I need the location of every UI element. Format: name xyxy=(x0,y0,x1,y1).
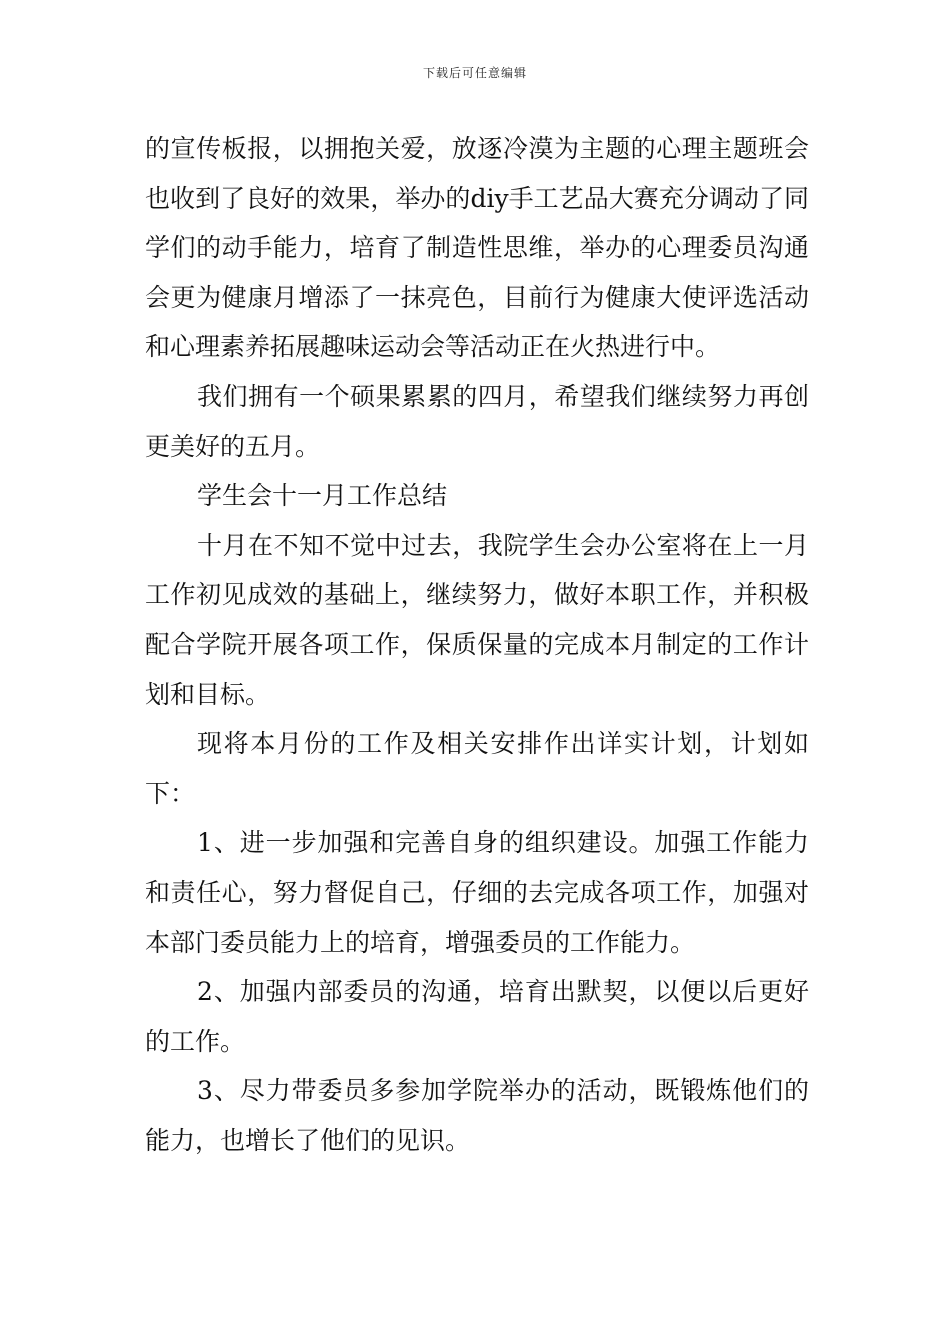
paragraph: 我们拥有一个硕果累累的四月，希望我们继续努力再创更美好的五月。 xyxy=(145,381,809,461)
list-item: 1、进一步加强和完善自身的组织建设。加强工作能力和责任心，努力督促自己，仔细的去完成各项工作，加强对本部门委员能力上的培育，增强委员的工作能力。 xyxy=(145,828,809,957)
list-item: 3、尽力带委员多参加学院举办的活动，既锻炼他们的能力，也增长了他们的见识。 xyxy=(145,1076,809,1155)
document-body xyxy=(145,124,809,1165)
paragraph: 现将本月份的工作及相关安排作出详实计划，计划如下： xyxy=(145,729,809,808)
page-header-note: 下载后可任意编辑 xyxy=(422,66,527,80)
list-item: 2、加强内部委员的沟通，培育出默契，以便以后更好的工作。 xyxy=(145,977,809,1056)
paragraph-continued: 的宣传板报，以拥抱关爱，放逐冷漠为主题的心理主题班会也收到了良好的效果，举办的diy手工艺品大赛充分调动了同学们的动手能力，培育了制造性思维，举办的心理委员沟通会更为健康月增添了一抹亮色，目前行为健康大使评选活动和心理素养拓展趣味运动会等活动正在火热进行中。 xyxy=(145,134,809,362)
section-title: 学生会十一月工作总结 xyxy=(197,481,448,511)
paragraph: 十月在不知不觉中过去，我院学生会办公室将在上一月工作初见成效的基础上，继续努力，做好本职工作，并积极配合学院开展各项工作，保质保量的完成本月制定的工作计划和目标。 xyxy=(145,530,809,709)
